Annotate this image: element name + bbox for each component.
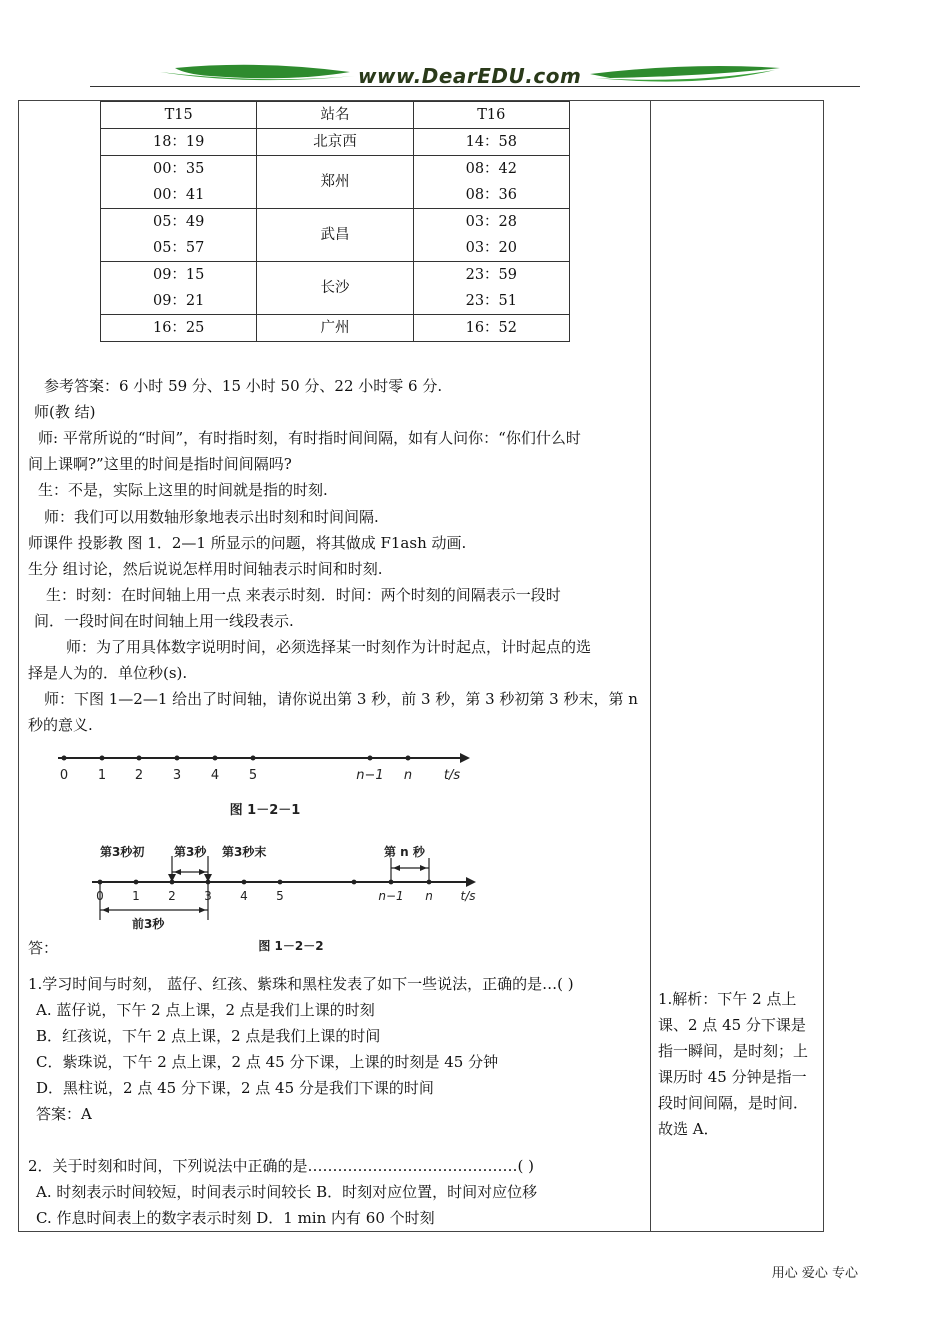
tick-dot — [213, 756, 218, 761]
annotation: 第 n 秒 — [384, 845, 425, 859]
axis-label: n — [425, 889, 433, 903]
axis-arrow — [460, 753, 470, 763]
paragraph: 生：不是，实际上这里的时间就是指的时刻. — [38, 481, 328, 499]
column-divider — [650, 100, 651, 1232]
axis-label: n−1 — [356, 768, 384, 783]
paragraph: 间上课啊?”这里的时间是指时间间隔吗? — [28, 455, 292, 473]
header-station: 站名 — [257, 102, 413, 129]
tick-dot — [170, 880, 175, 885]
paragraph: 师: 平常所说的“时间”，有时指时刻，有时指时间间隔，如有人问你：“你们什么时 — [38, 429, 581, 447]
axis-label: 3 — [172, 768, 182, 783]
tick-dot — [278, 880, 283, 885]
axis-label: 1 — [97, 768, 107, 783]
side-note-analysis: 1.解析：下午 2 点上课、2 点 45 分下课是指一瞬间，是时刻；上课历时 45 分钟是指一段时间间隔，是时间．故选 A． — [658, 990, 809, 1138]
table-header-row — [101, 102, 570, 129]
bracket-arrow — [393, 865, 400, 871]
tick-dot — [427, 880, 432, 885]
table-row — [101, 129, 570, 156]
tick-dot — [137, 756, 142, 761]
figure-time-axis-2 — [86, 838, 496, 956]
cell-t15: 16：25 — [101, 315, 257, 342]
annotation: 第3秒 — [174, 845, 207, 859]
header-rule — [90, 86, 860, 87]
cell-t15: 09：15 09：21 — [101, 262, 257, 315]
paragraph: 师：下图 1—2—1 给出了时间轴，请你说出第 3 秒，前 3 秒，第 3 秒初第 3 秒末，第 n — [44, 690, 638, 708]
axis-label: 4 — [210, 768, 220, 783]
cell-t15: 00：35 00：41 — [101, 156, 257, 209]
cell-station: 北京西 — [257, 129, 413, 156]
header-t16: T16 — [413, 102, 569, 129]
answer-label: 答： — [28, 939, 59, 957]
bracket-arrow — [420, 865, 427, 871]
axis-label: 5 — [248, 768, 258, 783]
cell-station: 武昌 — [257, 209, 413, 262]
annotation: 第3秒末 — [222, 845, 267, 859]
tick-dot — [175, 756, 180, 761]
paragraph: 师课件 投影教 图 1．2—1 所显示的问题，将其做成 F1ash 动画. — [28, 534, 467, 552]
axis-label: t/s — [443, 768, 461, 783]
tick-dot — [62, 756, 67, 761]
question-2: 2．关于时刻和时间，下列说法中正确的是……………………………………( ) — [28, 1157, 535, 1175]
figure-time-axis-1 — [50, 748, 480, 820]
axis-label: 2 — [168, 889, 176, 903]
axis-arrow — [466, 877, 476, 887]
paragraph: 间．一段时间在时间轴上用一线段表示. — [34, 612, 294, 630]
table-row — [101, 156, 570, 209]
options-cd: C. 作息时间表上的数字表示时刻 D．1 min 内有 60 个时刻 — [36, 1209, 435, 1227]
axis-label: n — [403, 768, 413, 783]
cell-station: 长沙 — [257, 262, 413, 315]
cell-t15: 18：19 — [101, 129, 257, 156]
teacher-summary: 师(教 结) — [34, 403, 96, 421]
tick-dot — [406, 756, 411, 761]
tick-dot — [352, 880, 357, 885]
cell-station: 郑州 — [257, 156, 413, 209]
bracket-arrow — [102, 907, 109, 913]
option-a: A. 蓝仔说，下午 2 点上课，2 点是我们上课的时刻 — [36, 1001, 375, 1019]
cell-t16: 08：42 08：36 — [413, 156, 569, 209]
question-1: 1.学习时间与时刻， 蓝仔、红孩、紫珠和黑柱发表了如下一些说法，正确的是…( ) — [28, 975, 574, 993]
axis-label: 0 — [59, 768, 69, 783]
train-timetable — [100, 101, 570, 342]
tick-dot — [100, 756, 105, 761]
paragraph: 秒的意义. — [28, 716, 93, 734]
axis-label: 4 — [240, 889, 248, 903]
axis-label: 5 — [276, 889, 284, 903]
cell-t16: 14：58 — [413, 129, 569, 156]
header-t15: T15 — [101, 102, 257, 129]
tick-dot — [368, 756, 373, 761]
paragraph: 生：时刻：在时间轴上用一点 来表示时刻．时间：两个时刻的间隔表示一段时 — [46, 586, 561, 604]
paragraph: 择是人为的．单位秒(s). — [28, 664, 188, 682]
table-row — [101, 209, 570, 262]
paragraph: 师：为了用具体数字说明时间，必须选择某一时刻作为计时起点，计时起点的选 — [66, 638, 592, 656]
cell-station: 广州 — [257, 315, 413, 342]
table-row — [101, 262, 570, 315]
option-b: B．红孩说，下午 2 点上课，2 点是我们上课的时间 — [36, 1027, 381, 1045]
tick-dot — [242, 880, 247, 885]
axis-label: 0 — [96, 889, 104, 903]
axis-label: 1 — [132, 889, 140, 903]
answer-reference: 参考答案：6 小时 59 分、15 小时 50 分、22 小时零 6 分. — [44, 377, 443, 395]
table-row — [101, 315, 570, 342]
option-d: D．黑柱说，2 点 45 分下课，2 点 45 分是我们下课的时间 — [36, 1079, 434, 1097]
axis-label: t/s — [460, 889, 476, 903]
cell-t16: 23：59 23：51 — [413, 262, 569, 315]
tick-dot — [98, 880, 103, 885]
tick-dot — [389, 880, 394, 885]
paragraph: 师：我们可以用数轴形象地表示出时刻和时间间隔. — [44, 508, 379, 526]
bracket-arrow — [199, 907, 206, 913]
options-ab: A. 时刻表示时间较短，时间表示时间较长 B．时刻对应位置，时间对应位移 — [36, 1183, 538, 1201]
footer-text: 用心 爱心 专心 — [771, 1266, 858, 1281]
tick-dot — [206, 880, 211, 885]
axis-label: n−1 — [378, 889, 404, 903]
annotation: 第3秒初 — [100, 845, 145, 859]
logo-text: www.DearEDU.com — [358, 64, 582, 88]
tick-dot — [134, 880, 139, 885]
figure-caption: 图 1－2－2 — [258, 939, 324, 953]
cell-t15: 05：49 05：57 — [101, 209, 257, 262]
axis-label: 3 — [204, 889, 212, 903]
tick-dot — [251, 756, 256, 761]
axis-label: 2 — [134, 768, 144, 783]
paragraph: 生分 组讨论，然后说说怎样用时间轴表示时间和时刻. — [28, 560, 383, 578]
answer-1: 答案：A — [36, 1105, 92, 1123]
figure-caption: 图 1－2－1 — [229, 803, 301, 818]
cell-t16: 16：52 — [413, 315, 569, 342]
option-c: C．紫珠说，下午 2 点上课，2 点 45 分下课，上课的时刻是 45 分钟 — [36, 1053, 499, 1071]
annotation: 前3秒 — [132, 917, 165, 931]
cell-t16: 03：28 03：20 — [413, 209, 569, 262]
